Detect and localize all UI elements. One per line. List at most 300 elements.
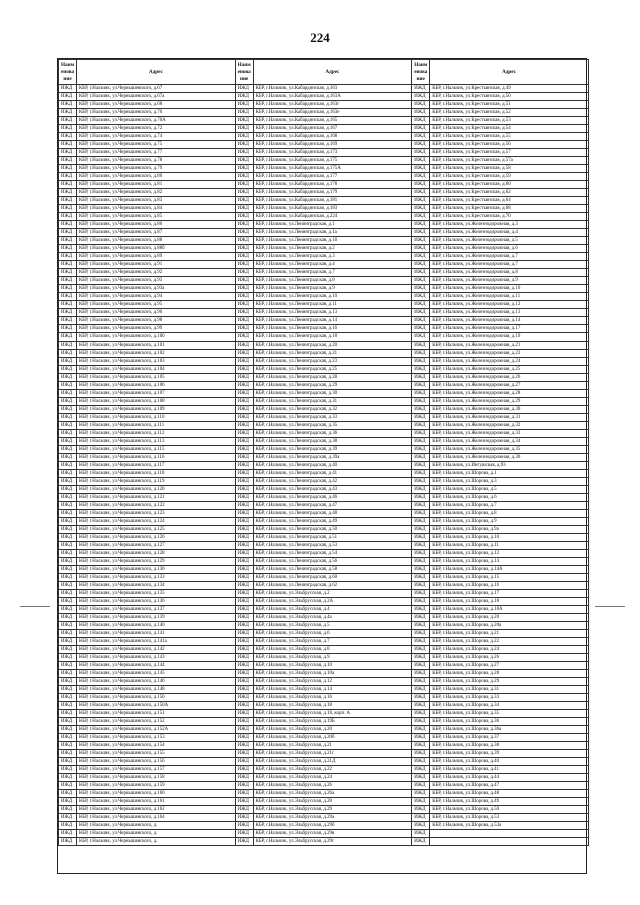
- cell-name: ИЖД: [59, 766, 77, 774]
- cell-address: КБР, г.Нальчик, ул.Эльбрусская, д.29г: [253, 838, 412, 846]
- cell-address: КБР, г.Нальчик, ул.Чернышевского, д.118: [77, 469, 236, 477]
- cell-name: ИЖД: [412, 670, 430, 678]
- cell-name: ИЖД: [235, 381, 253, 389]
- table-row: [59, 557, 589, 565]
- cell-address: КБР, г.Нальчик, ул.Эльбрусская, д.29б: [253, 822, 412, 830]
- cell-name: ИЖД: [59, 557, 77, 565]
- cell-name: ИЖД: [59, 662, 77, 670]
- cell-name: ИЖД: [235, 413, 253, 421]
- cell-name: ИЖД: [59, 277, 77, 285]
- cell-name: ИЖД: [235, 221, 253, 229]
- cell-address: КБР, г.Нальчик, ул.Крестьянская, д.58: [430, 165, 589, 173]
- cell-address: КБР, г.Нальчик, ул.Шорова, д.9а: [430, 525, 589, 533]
- cell-name: ИЖД: [59, 485, 77, 493]
- cell-name: ИЖД: [412, 782, 430, 790]
- cell-address: КБР, г.Нальчик, ул.Чернышевского, д.115: [77, 445, 236, 453]
- cell-address: КБР, г.Нальчик, ул.Чернышевского, д.84: [77, 205, 236, 213]
- cell-name: ИЖД: [412, 109, 430, 117]
- cell-name: ИЖД: [59, 397, 77, 405]
- cell-name: ИЖД: [59, 678, 77, 686]
- cell-address: КБР, г.Нальчик, ул.Ленинградская, д.30: [253, 389, 412, 397]
- cell-name: ИЖД: [235, 742, 253, 750]
- table-row: [59, 141, 589, 149]
- cell-name: ИЖД: [59, 405, 77, 413]
- cell-name: ИЖД: [412, 429, 430, 437]
- header-name-1: Наим енова ние: [59, 60, 77, 85]
- cell-name: ИЖД: [412, 165, 430, 173]
- cell-name: ИЖД: [235, 373, 253, 381]
- cell-name: ИЖД: [59, 237, 77, 245]
- table-row: [59, 581, 589, 589]
- cell-name: ИЖД: [59, 750, 77, 758]
- cell-name: ИЖД: [412, 245, 430, 253]
- cell-address: КБР, г.Нальчик, ул.Эльбрусская, д.18: [253, 702, 412, 710]
- cell-name: ИЖД: [59, 830, 77, 838]
- cell-address: КБР, г.Нальчик, ул.Чернышевского, д.137: [77, 606, 236, 614]
- table-row: [59, 702, 589, 710]
- cell-name: ИЖД: [412, 317, 430, 325]
- cell-name: ИЖД: [59, 245, 77, 253]
- table-row: [59, 798, 589, 806]
- cell-name: ИЖД: [412, 541, 430, 549]
- cell-name: ИЖД: [235, 565, 253, 573]
- cell-address: КБР, г.Нальчик, ул.Эльбрусская, д.2: [253, 589, 412, 597]
- table-row: [59, 678, 589, 686]
- cell-address: КБР, г.Нальчик, ул.Ленинградская, д.32: [253, 405, 412, 413]
- table-row: [59, 766, 589, 774]
- table-row: [59, 806, 589, 814]
- cell-address: КБР, г.Нальчик, ул.Эльбрусская, д.6: [253, 630, 412, 638]
- cell-name: ИЖД: [59, 630, 77, 638]
- cell-address: КБР, г.Нальчик, ул.Шорова, д.44: [430, 774, 589, 782]
- table-row: [59, 133, 589, 141]
- cell-address: КБР, г.Нальчик, ул.Шорова, д.5: [430, 485, 589, 493]
- cell-address: КБР, г.Нальчик, ул.Чернышевского, д.125: [77, 525, 236, 533]
- cell-name: ИЖД: [412, 638, 430, 646]
- cell-address: КБР, г.Нальчик, ул.Ленинградская, д.9: [253, 285, 412, 293]
- cell-address: КБР, г.Нальчик, ул.Железнодорожная, д.35: [430, 445, 589, 453]
- cell-address: КБР, г.Нальчик, ул.Крестьянская, д.54: [430, 125, 589, 133]
- cell-name: ИЖД: [235, 229, 253, 237]
- table-row: [59, 694, 589, 702]
- cell-address: КБР, г.Нальчик, ул.Крестьянская, д.68: [430, 205, 589, 213]
- cell-name: ИЖД: [412, 774, 430, 782]
- cell-name: ИЖД: [412, 101, 430, 109]
- cell-address: КБР, г.Нальчик, ул.Ленинградская, д.1б: [253, 237, 412, 245]
- cell-address: КБР, г.Нальчик, ул.Чернышевского, д.141: [77, 630, 236, 638]
- cell-name: ИЖД: [59, 549, 77, 557]
- cell-address: КБР, г.Нальчик, ул.Шорова, д.12: [430, 549, 589, 557]
- cell-address: КБР, г.Нальчик, ул.Шорова, д.48: [430, 790, 589, 798]
- cell-address: КБР, г.Нальчик, ул.Ленинградская, д.51: [253, 533, 412, 541]
- cell-address: КБР, г.Нальчик, ул.Шорова, д.20: [430, 614, 589, 622]
- cell-name: ИЖД: [59, 710, 77, 718]
- table-row: [59, 109, 589, 117]
- cell-name: ИЖД: [412, 710, 430, 718]
- scan-artifact-right: [595, 606, 625, 607]
- cell-address: КБР, г.Нальчик, ул.Железнодорожная, д.32: [430, 421, 589, 429]
- cell-address: КБР, г.Нальчик, ул.Чернышевского, д.91: [77, 261, 236, 269]
- cell-name: ИЖД: [59, 589, 77, 597]
- cell-name: ИЖД: [59, 654, 77, 662]
- cell-name: ИЖД: [412, 229, 430, 237]
- cell-name: ИЖД: [412, 333, 430, 341]
- cell-address: КБР, г.Нальчик, ул.Чернышевского, д.87: [77, 229, 236, 237]
- cell-name: ИЖД: [59, 774, 77, 782]
- table-row: [59, 309, 589, 317]
- cell-name: ИЖД: [235, 173, 253, 181]
- cell-name: ИЖД: [235, 445, 253, 453]
- cell-name: ИЖД: [235, 341, 253, 349]
- cell-name: ИЖД: [412, 614, 430, 622]
- cell-address: КБР, г.Нальчик, ул.Ленинградская, д.8: [253, 277, 412, 285]
- cell-address: КБР, г.Нальчик, ул.Кабардинская, д.163г: [253, 101, 412, 109]
- cell-name: ИЖД: [412, 157, 430, 165]
- cell-address: КБР, г.Нальчик, ул.Железнодорожная, д.13: [430, 309, 589, 317]
- cell-address: КБР, г.Нальчик, ул.Чернышевского, д.158: [77, 774, 236, 782]
- cell-address: КБР, г.Нальчик, ул.Чернышевского, д.128: [77, 549, 236, 557]
- cell-address: КБР, г.Нальчик, ул.Ленинградская, д.62: [253, 581, 412, 589]
- cell-name: ИЖД: [235, 397, 253, 405]
- table-row: [59, 389, 589, 397]
- cell-name: ИЖД: [59, 213, 77, 221]
- cell-name: ИЖД: [235, 197, 253, 205]
- cell-address: КБР, г.Нальчик, ул.Чернышевского, д.140: [77, 622, 236, 630]
- cell-address: КБР, г.Нальчик, ул.Ленинградская, д.49: [253, 517, 412, 525]
- cell-address: КБР, г.Нальчик, ул.Кабардинская, д.175А: [253, 165, 412, 173]
- cell-name: ИЖД: [59, 381, 77, 389]
- cell-name: ИЖД: [235, 453, 253, 461]
- cell-address: КБР, г.Нальчик, ул.Железнодорожная, д.27: [430, 381, 589, 389]
- cell-address: КБР, г.Нальчик, ул.Крестьянская, д.70: [430, 213, 589, 221]
- cell-address: КБР, г.Нальчик, ул.Железнодорожная, д.25: [430, 365, 589, 373]
- cell-address: КБР, г.Нальчик, ул.Чернышевского, д.150: [77, 694, 236, 702]
- cell-address: КБР, г.Нальчик, ул.Эльбрусская, д.4а: [253, 614, 412, 622]
- cell-address: КБР, г.Нальчик, ул.Железнодорожная, д.30: [430, 405, 589, 413]
- cell-address: КБР, г.Нальчик, ул.Ленинградская, д.2: [253, 245, 412, 253]
- cell-name: ИЖД: [235, 349, 253, 357]
- cell-name: ИЖД: [412, 365, 430, 373]
- cell-address: КБР, г.Нальчик, ул.Ленинградская, д.31: [253, 397, 412, 405]
- cell-name: ИЖД: [235, 614, 253, 622]
- cell-name: ИЖД: [412, 117, 430, 125]
- cell-name: ИЖД: [235, 517, 253, 525]
- cell-name: ИЖД: [412, 405, 430, 413]
- table-row: [59, 125, 589, 133]
- cell-address: КБР, г.Нальчик, ул.Ленинградская, д.20: [253, 341, 412, 349]
- cell-address: КБР, г.Нальчик, ул.Ленинградская, д.1: [253, 221, 412, 229]
- cell-name: ИЖД: [235, 501, 253, 509]
- cell-name: ИЖД: [59, 565, 77, 573]
- cell-name: ИЖД: [412, 630, 430, 638]
- cell-address: КБР, г.Нальчик, ул.Ленинградская, д.36: [253, 429, 412, 437]
- cell-address: КБР, г.Нальчик, ул.Эльбрусская, д.26: [253, 782, 412, 790]
- cell-address: КБР, г.Нальчик, ул.Ленинградская, д.40: [253, 461, 412, 469]
- cell-address: КБР, г.Нальчик, ул.Эльбрусская, д.5: [253, 622, 412, 630]
- cell-name: ИЖД: [235, 85, 253, 93]
- cell-name: ИЖД: [412, 798, 430, 806]
- cell-name: ИЖД: [412, 389, 430, 397]
- cell-name: ИЖД: [412, 742, 430, 750]
- table-row: [59, 317, 589, 325]
- cell-name: ИЖД: [59, 205, 77, 213]
- table-row: [59, 622, 589, 630]
- cell-address: КБР, г.Нальчик, ул.Чернышевского, д.107: [77, 389, 236, 397]
- cell-address: КБР, г.Нальчик, ул.Чернышевского, д.130: [77, 565, 236, 573]
- table-row: [59, 293, 589, 301]
- table-row: [59, 838, 589, 846]
- table-row: [59, 758, 589, 766]
- table-row: [59, 654, 589, 662]
- cell-name: ИЖД: [59, 614, 77, 622]
- cell-name: ИЖД: [412, 686, 430, 694]
- table-row: [59, 205, 589, 213]
- cell-address: КБР, г.Нальчик, ул.Шорова, д.16: [430, 581, 589, 589]
- cell-address: КБР, г.Нальчик, ул.Эльбрусская, д.14: [253, 686, 412, 694]
- cell-address: КБР, г.Нальчик, ул.Кабардинская, д.163А: [253, 93, 412, 101]
- cell-address: КБР, г.Нальчик, ул.Чернышевского, д.109: [77, 405, 236, 413]
- cell-address: КБР, г.Нальчик, ул.Железнодорожная, д.24: [430, 357, 589, 365]
- cell-address: КБР, г.Нальчик, ул.Чернышевского, д.82: [77, 189, 236, 197]
- cell-address: КБР, г.Нальчик, ул.Железнодорожная, д.11: [430, 293, 589, 301]
- cell-name: ИЖД: [235, 117, 253, 125]
- cell-address: КБР, г.Нальчик, ул.Крестьянская, д.57: [430, 149, 589, 157]
- cell-name: ИЖД: [59, 501, 77, 509]
- table-row: [59, 814, 589, 822]
- cell-address: КБР, г.Нальчик, ул.Шорова, д.53: [430, 814, 589, 822]
- cell-address: КБР, г.Нальчик, ул.Чернышевского, д.110: [77, 413, 236, 421]
- cell-name: ИЖД: [235, 429, 253, 437]
- cell-name: ИЖД: [412, 261, 430, 269]
- cell-address: КБР, г.Нальчик, ул.Ленинградская, д.11: [253, 301, 412, 309]
- cell-name: ИЖД: [59, 517, 77, 525]
- cell-address: КБР, г.Нальчик, ул.Ленинградская, д.29: [253, 381, 412, 389]
- cell-name: ИЖД: [59, 165, 77, 173]
- cell-address: КБР, г.Нальчик, ул.Чернышевского, д.136: [77, 598, 236, 606]
- cell-name: ИЖД: [235, 261, 253, 269]
- cell-address: КБР, г.Нальчик, ул.Ленинградская, д.39: [253, 445, 412, 453]
- cell-address: КБР, г.Нальчик, ул.Ленинградская, д.16: [253, 325, 412, 333]
- cell-name: ИЖД: [235, 149, 253, 157]
- cell-address: КБР, г.Нальчик, ул.Ленинградская, д.54: [253, 549, 412, 557]
- cell-name: ИЖД: [59, 509, 77, 517]
- table-row: [59, 782, 589, 790]
- table-row: [59, 85, 589, 93]
- table-row: [59, 189, 589, 197]
- cell-name: ИЖД: [412, 589, 430, 597]
- cell-address: КБР, г.Нальчик, ул.Крестьянская, д.64: [430, 197, 589, 205]
- cell-address: КБР, г.Нальчик, ул.Кабардинская, д.163: [253, 85, 412, 93]
- cell-name: ИЖД: [59, 181, 77, 189]
- cell-name: ИЖД: [59, 477, 77, 485]
- cell-address: КБР, г.Нальчик, ул.Железнодорожная, д.26: [430, 373, 589, 381]
- table-row: [59, 549, 589, 557]
- cell-address: КБР, г.Нальчик, ул.Ленинградская, д.41: [253, 469, 412, 477]
- cell-name: ИЖД: [412, 646, 430, 654]
- cell-name: ИЖД: [412, 189, 430, 197]
- cell-address: КБР, г.Нальчик, ул.Шорова, д.9: [430, 517, 589, 525]
- cell-name: ИЖД: [412, 573, 430, 581]
- table-row: [59, 333, 589, 341]
- cell-name: ИЖД: [59, 814, 77, 822]
- cell-name: ИЖД: [235, 686, 253, 694]
- cell-address: КБР, г.Нальчик, ул.Чернышевского, д.152: [77, 718, 236, 726]
- cell-address: КБР, г.Нальчик, ул.Чернышевского, д.68: [77, 101, 236, 109]
- cell-name: ИЖД: [412, 413, 430, 421]
- cell-address: КБР, г.Нальчик, ул.Ленинградская, д.25: [253, 365, 412, 373]
- table-row: [59, 774, 589, 782]
- cell-address: КБР, г.Нальчик, ул.Чернышевского, д.79: [77, 165, 236, 173]
- cell-address: КБР, г.Нальчик, ул.Шорова, д.17: [430, 589, 589, 597]
- page-number: 224: [310, 30, 330, 45]
- cell-address: КБР, г.Нальчик, ул.Эльбрусская, д.2А: [253, 598, 412, 606]
- cell-name: ИЖД: [235, 333, 253, 341]
- cell-address: КБР, г.Нальчик, ул.Чернышевского, д.122: [77, 501, 236, 509]
- cell-address: КБР, г.Нальчик, ул.Шорова, д.14А: [430, 565, 589, 573]
- cell-address: КБР, г.Нальчик, ул.Ленинградская, д.4: [253, 261, 412, 269]
- cell-name: ИЖД: [59, 133, 77, 141]
- cell-address: КБР, г.Нальчик, ул.Ленинградская, д.50: [253, 525, 412, 533]
- cell-name: ИЖД: [235, 293, 253, 301]
- table-row: [59, 269, 589, 277]
- cell-name: ИЖД: [412, 253, 430, 261]
- cell-address: КБР, г.Нальчик, ул.Шорова, д.39: [430, 750, 589, 758]
- cell-address: КБР, г.Нальчик, ул.Ленинградская, д.1а: [253, 229, 412, 237]
- cell-address: КБР, г.Нальчик, ул.Чернышевского, д.77: [77, 149, 236, 157]
- cell-name: ИЖД: [412, 581, 430, 589]
- cell-address: КБР, г.Нальчик, ул.Шорова, д.15: [430, 573, 589, 581]
- header-address-2: Адрес: [253, 60, 412, 85]
- cell-name: ИЖД: [412, 509, 430, 517]
- cell-name: ИЖД: [59, 533, 77, 541]
- cell-name: ИЖД: [235, 165, 253, 173]
- cell-address: КБР, г.Нальчик, ул.Шорова, д.29: [430, 678, 589, 686]
- cell-name: ИЖД: [412, 133, 430, 141]
- cell-name: ИЖД: [59, 622, 77, 630]
- cell-address: КБР, г.Нальчик, ул.Железнодорожная, д.6: [430, 245, 589, 253]
- cell-name: ИЖД: [59, 349, 77, 357]
- table-row: [59, 453, 589, 461]
- cell-name: ИЖД: [412, 734, 430, 742]
- cell-address: КБР, г.Нальчик, ул.Ленинградская, д.18: [253, 333, 412, 341]
- table-row: [59, 397, 589, 405]
- cell-address: КБР, г.Нальчик, ул.Чернышевского, д.156: [77, 758, 236, 766]
- header-address-3: Адрес: [430, 60, 589, 85]
- cell-address: КБР, г.Нальчик, ул.Ленинградская, д.39а: [253, 453, 412, 461]
- cell-address: КБР, г.Нальчик, ул.Ленинградская, д.43: [253, 485, 412, 493]
- cell-name: ИЖД: [59, 525, 77, 533]
- cell-address: КБР, г.Нальчик, ул.Чернышевского, д.: [77, 822, 236, 830]
- cell-address: КБР, г.Нальчик, ул.Эльбрусская, д.10а: [253, 670, 412, 678]
- cell-address: КБР, г.Нальчик, ул.Чернышевского, д.67: [77, 85, 236, 93]
- address-table: [58, 59, 589, 846]
- cell-name: ИЖД: [59, 790, 77, 798]
- cell-address: КБР, г.Нальчик, ул.Ленинградская, д.38: [253, 437, 412, 445]
- table-row: [59, 421, 589, 429]
- cell-name: ИЖД: [59, 149, 77, 157]
- cell-address: КБР, г.Нальчик, ул.Кабардинская, д.183: [253, 205, 412, 213]
- table-row: [59, 437, 589, 445]
- cell-name: ИЖД: [235, 589, 253, 597]
- table-row: [59, 245, 589, 253]
- cell-address: КБР, г.Нальчик, ул.Шорова, д.21: [430, 630, 589, 638]
- cell-name: ИЖД: [412, 397, 430, 405]
- cell-address: КБР, г.Нальчик, ул.Железнодорожная, д.36: [430, 453, 589, 461]
- cell-address: КБР, г.Нальчик, ул.Чернышевского, д.120: [77, 485, 236, 493]
- cell-address: КБР, г.Нальчик, ул.Кабардинская, д.178: [253, 181, 412, 189]
- cell-name: ИЖД: [235, 662, 253, 670]
- cell-name: ИЖД: [235, 718, 253, 726]
- cell-address: КБР, г.Нальчик, ул.Эльбрусская, д.10: [253, 662, 412, 670]
- table-row: [59, 573, 589, 581]
- table-row: [59, 373, 589, 381]
- cell-address: КБР, г.Нальчик, ул.Шорова, д.35: [430, 710, 589, 718]
- cell-name: ИЖД: [412, 277, 430, 285]
- cell-address: КБР, г.Нальчик, ул.Кабардинская, д.163е: [253, 109, 412, 117]
- cell-name: ИЖД: [59, 325, 77, 333]
- cell-name: ИЖД: [412, 654, 430, 662]
- cell-name: ИЖД: [59, 670, 77, 678]
- cell-name: ИЖД: [235, 405, 253, 413]
- cell-name: ИЖД: [235, 125, 253, 133]
- cell-name: ИЖД: [412, 421, 430, 429]
- cell-name: ИЖД: [235, 670, 253, 678]
- cell-address: КБР, г.Нальчик, ул.Ингушская, д.93: [430, 461, 589, 469]
- cell-address: КБР, г.Нальчик, ул.Шорова, д.11: [430, 541, 589, 549]
- cell-address: КБР, г.Нальчик, ул.Эльбрусская, д.12: [253, 678, 412, 686]
- cell-address: КБР, г.Нальчик, ул.Чернышевского, д.70: [77, 109, 236, 117]
- cell-address: КБР, г.Нальчик, ул.Чернышевского, д.88б: [77, 245, 236, 253]
- cell-name: ИЖД: [59, 838, 77, 846]
- cell-name: ИЖД: [235, 141, 253, 149]
- cell-address: КБР, г.Нальчик, ул.Эльбрусская, д.22: [253, 766, 412, 774]
- table-row: [59, 229, 589, 237]
- cell-name: ИЖД: [412, 437, 430, 445]
- cell-name: ИЖД: [412, 341, 430, 349]
- cell-name: ИЖД: [59, 638, 77, 646]
- cell-name: ИЖД: [412, 285, 430, 293]
- cell-address: КБР, г.Нальчик, ул.Крестьянская, д.56: [430, 141, 589, 149]
- table-row: [59, 413, 589, 421]
- cell-address: КБР, г.Нальчик, ул.Ленинградская, д.10: [253, 293, 412, 301]
- cell-name: ИЖД: [59, 686, 77, 694]
- cell-address: КБР, г.Нальчик, ул.Кабардинская, д.168: [253, 133, 412, 141]
- cell-name: ИЖД: [59, 109, 77, 117]
- cell-name: ИЖД: [412, 453, 430, 461]
- cell-address: КБР, г.Нальчик, ул.Крестьянская, д.60: [430, 181, 589, 189]
- cell-address: КБР, г.Нальчик, ул.Чернышевского, д.105: [77, 373, 236, 381]
- cell-name: ИЖД: [235, 750, 253, 758]
- cell-name: ИЖД: [412, 269, 430, 277]
- cell-name: ИЖД: [59, 117, 77, 125]
- cell-name: ИЖД: [412, 181, 430, 189]
- cell-name: ИЖД: [235, 325, 253, 333]
- cell-address: КБР, г.Нальчик, ул.Шорова, д.6: [430, 493, 589, 501]
- cell-address: КБР, г.Нальчик, ул.Кабардинская, д.173: [253, 149, 412, 157]
- cell-address: КБР, г.Нальчик, ул.Шорова, д.10: [430, 533, 589, 541]
- cell-address: КБР, г.Нальчик, ул.Шорова, д.47: [430, 782, 589, 790]
- cell-address: КБР, г.Нальчик, ул.Чернышевского, д.148: [77, 686, 236, 694]
- cell-address: КБР, г.Нальчик, ул.Чернышевского, д.70А: [77, 117, 236, 125]
- cell-address: КБР, г.Нальчик, ул.Чернышевского, д.83: [77, 197, 236, 205]
- cell-name: ИЖД: [235, 598, 253, 606]
- cell-address: КБР, г.Нальчик, ул.Чернышевского, д.104: [77, 365, 236, 373]
- table-row: [59, 686, 589, 694]
- cell-address: КБР, г.Нальчик, ул.Шорова, д.34: [430, 702, 589, 710]
- cell-address: КБР, г.Нальчик, ул.Чернышевского, д.126: [77, 533, 236, 541]
- cell-name: ИЖД: [59, 365, 77, 373]
- cell-address: КБР, г.Нальчик, ул.Чернышевского, д.127: [77, 541, 236, 549]
